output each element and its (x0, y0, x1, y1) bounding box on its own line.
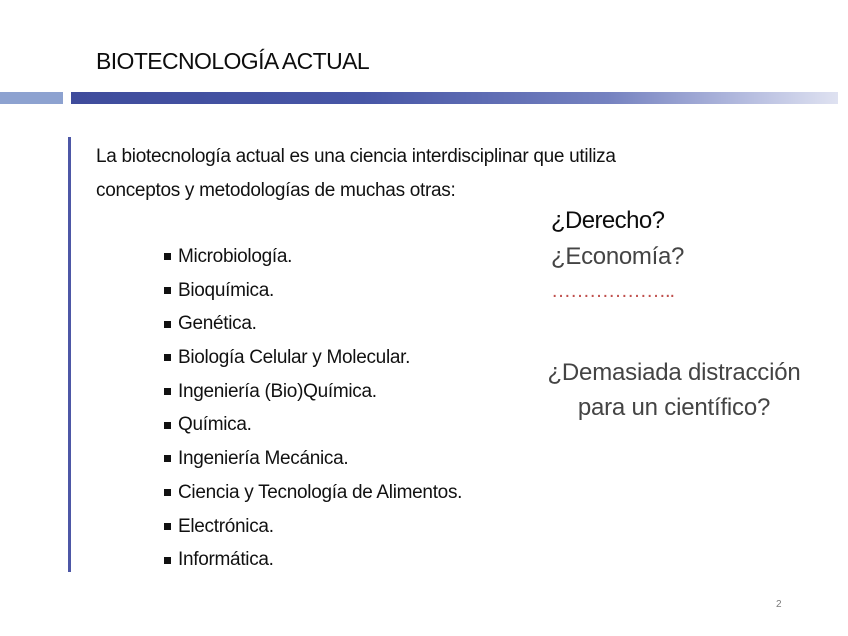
list-item-label: Bioquímica. (178, 279, 274, 301)
list-item (164, 375, 462, 409)
square-bullet-icon (164, 455, 171, 462)
list-item (164, 274, 462, 308)
list-item (164, 307, 462, 341)
square-bullet-icon (164, 388, 171, 395)
list-item-label: Química. (178, 414, 252, 436)
side-question-derecho: ¿Derecho? (551, 207, 665, 234)
square-bullet-icon (164, 422, 171, 429)
list-item (164, 510, 462, 544)
closing-question-line-2: para un científico? (577, 394, 771, 421)
list-item (164, 341, 462, 375)
header-accent-bar-left (0, 92, 63, 104)
square-bullet-icon (164, 253, 171, 260)
ellipsis-dots: ……………….. (551, 280, 675, 302)
list-item-label: Informática. (178, 549, 274, 571)
list-item (164, 543, 462, 577)
page-number: 2 (776, 599, 782, 610)
intro-line-1: La biotecnología actual es una ciencia interdisciplinar que utiliza (96, 146, 616, 167)
list-item-label: Ingeniería Mecánica. (178, 448, 349, 470)
square-bullet-icon (164, 287, 171, 294)
list-item-label: Genética. (178, 313, 257, 335)
header-accent-bar (71, 92, 838, 104)
square-bullet-icon (164, 321, 171, 328)
list-item-label: Microbiología. (178, 246, 293, 267)
square-bullet-icon (164, 489, 171, 496)
slide-title: BIOTECNOLOGÍA ACTUAL (96, 48, 370, 74)
list-item (164, 442, 462, 476)
list-item (164, 408, 462, 442)
intro-line-2: conceptos y metodologías de muchas otras: (96, 180, 456, 201)
content-vertical-rule (68, 137, 71, 572)
discipline-list (164, 240, 462, 577)
closing-question-line-1: ¿Demasiada distracción (547, 359, 801, 386)
list-item-label: Ciencia y Tecnología de Alimentos. (178, 481, 463, 503)
square-bullet-icon (164, 557, 171, 564)
list-item (164, 476, 462, 510)
list-item (164, 240, 462, 274)
intro-paragraph (96, 140, 736, 208)
closing-question (524, 355, 824, 425)
side-question-economia: ¿Economía? (551, 243, 685, 270)
square-bullet-icon (164, 354, 171, 361)
list-item-label: Ingeniería (Bio)Química. (178, 380, 377, 402)
square-bullet-icon (164, 523, 171, 530)
list-item-label: Electrónica. (178, 515, 274, 537)
list-item-label: Biología Celular y Molecular. (178, 347, 411, 369)
